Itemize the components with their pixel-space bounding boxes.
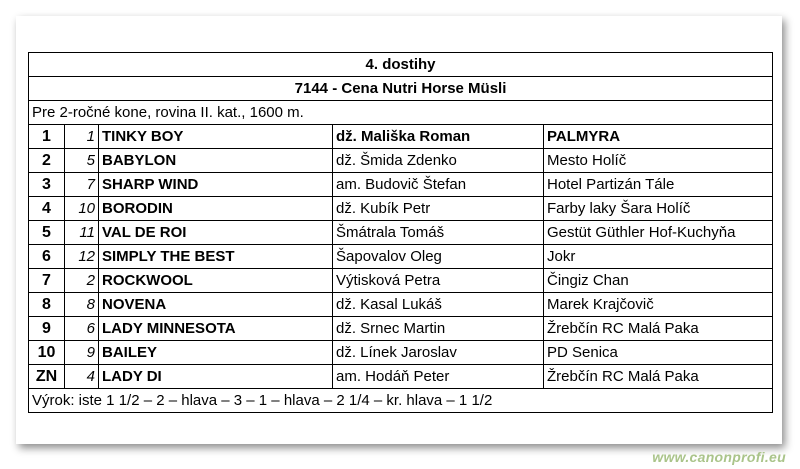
jockey-cell: Šmátrala Tomáš: [333, 221, 544, 245]
jockey-cell: dž. Kubík Petr: [333, 197, 544, 221]
owner-cell: Žrebčín RC Malá Paka: [544, 317, 773, 341]
place-cell: 3: [29, 173, 65, 197]
table-row: [29, 221, 773, 245]
owner-cell: Marek Krajčovič: [544, 293, 773, 317]
jockey-cell: dž. Šmida Zdenko: [333, 149, 544, 173]
table-row: [29, 245, 773, 269]
table-row: [29, 197, 773, 221]
place-cell: 7: [29, 269, 65, 293]
owner-cell: PD Senica: [544, 341, 773, 365]
horse-cell: SIMPLY THE BEST: [99, 245, 333, 269]
table-row: [29, 317, 773, 341]
horse-cell: NOVENA: [99, 293, 333, 317]
place-cell: 5: [29, 221, 65, 245]
place-cell: 10: [29, 341, 65, 365]
table-row: [29, 293, 773, 317]
jockey-cell: am. Hodáň Peter: [333, 365, 544, 389]
race-conditions: Pre 2-ročné kone, rovina II. kat., 1600 m.: [29, 101, 773, 125]
horse-cell: BABYLON: [99, 149, 333, 173]
race-verdict: Výrok: iste 1 1/2 – 2 – hlava – 3 – 1 – hlava – 2 1/4 – kr. hlava – 1 1/2: [29, 389, 773, 413]
watermark: www.canonprofi.eu: [652, 449, 786, 465]
start-number-cell: 6: [65, 317, 99, 341]
owner-cell: Mesto Holíč: [544, 149, 773, 173]
table-row: [29, 365, 773, 389]
horse-cell: ROCKWOOL: [99, 269, 333, 293]
owner-cell: Gestüt Güthler Hof-Kuchyňa: [544, 221, 773, 245]
horse-cell: BORODIN: [99, 197, 333, 221]
horse-cell: SHARP WIND: [99, 173, 333, 197]
jockey-cell: Šapovalov Oleg: [333, 245, 544, 269]
place-cell: 4: [29, 197, 65, 221]
table-row: [29, 341, 773, 365]
start-number-cell: 8: [65, 293, 99, 317]
start-number-cell: 12: [65, 245, 99, 269]
start-number-cell: 4: [65, 365, 99, 389]
jockey-cell: am. Budovič Štefan: [333, 173, 544, 197]
place-cell: 6: [29, 245, 65, 269]
owner-cell: Čingiz Chan: [544, 269, 773, 293]
start-number-cell: 5: [65, 149, 99, 173]
race-number-title: 4. dostihy: [29, 53, 773, 77]
start-number-cell: 9: [65, 341, 99, 365]
place-cell: 8: [29, 293, 65, 317]
table-row: [29, 269, 773, 293]
table-row: [29, 125, 773, 149]
start-number-cell: 2: [65, 269, 99, 293]
jockey-cell: dž. Mališka Roman: [333, 125, 544, 149]
horse-cell: LADY DI: [99, 365, 333, 389]
owner-cell: Hotel Partizán Tále: [544, 173, 773, 197]
jockey-cell: dž. Kasal Lukáš: [333, 293, 544, 317]
horse-cell: BAILEY: [99, 341, 333, 365]
jockey-cell: dž. Línek Jaroslav: [333, 341, 544, 365]
owner-cell: Jokr: [544, 245, 773, 269]
owner-cell: PALMYRA: [544, 125, 773, 149]
results-table: [28, 52, 773, 413]
table-row: [29, 149, 773, 173]
place-cell: 9: [29, 317, 65, 341]
jockey-cell: Výtisková Petra: [333, 269, 544, 293]
start-number-cell: 7: [65, 173, 99, 197]
owner-cell: Žrebčín RC Malá Paka: [544, 365, 773, 389]
start-number-cell: 10: [65, 197, 99, 221]
horse-cell: LADY MINNESOTA: [99, 317, 333, 341]
jockey-cell: dž. Srnec Martin: [333, 317, 544, 341]
place-cell: 1: [29, 125, 65, 149]
start-number-cell: 1: [65, 125, 99, 149]
horse-cell: VAL DE ROI: [99, 221, 333, 245]
table-row: [29, 173, 773, 197]
start-number-cell: 11: [65, 221, 99, 245]
place-cell: ZN: [29, 365, 65, 389]
race-name: 7144 - Cena Nutri Horse Müsli: [29, 77, 773, 101]
owner-cell: Farby laky Šara Holíč: [544, 197, 773, 221]
place-cell: 2: [29, 149, 65, 173]
horse-cell: TINKY BOY: [99, 125, 333, 149]
